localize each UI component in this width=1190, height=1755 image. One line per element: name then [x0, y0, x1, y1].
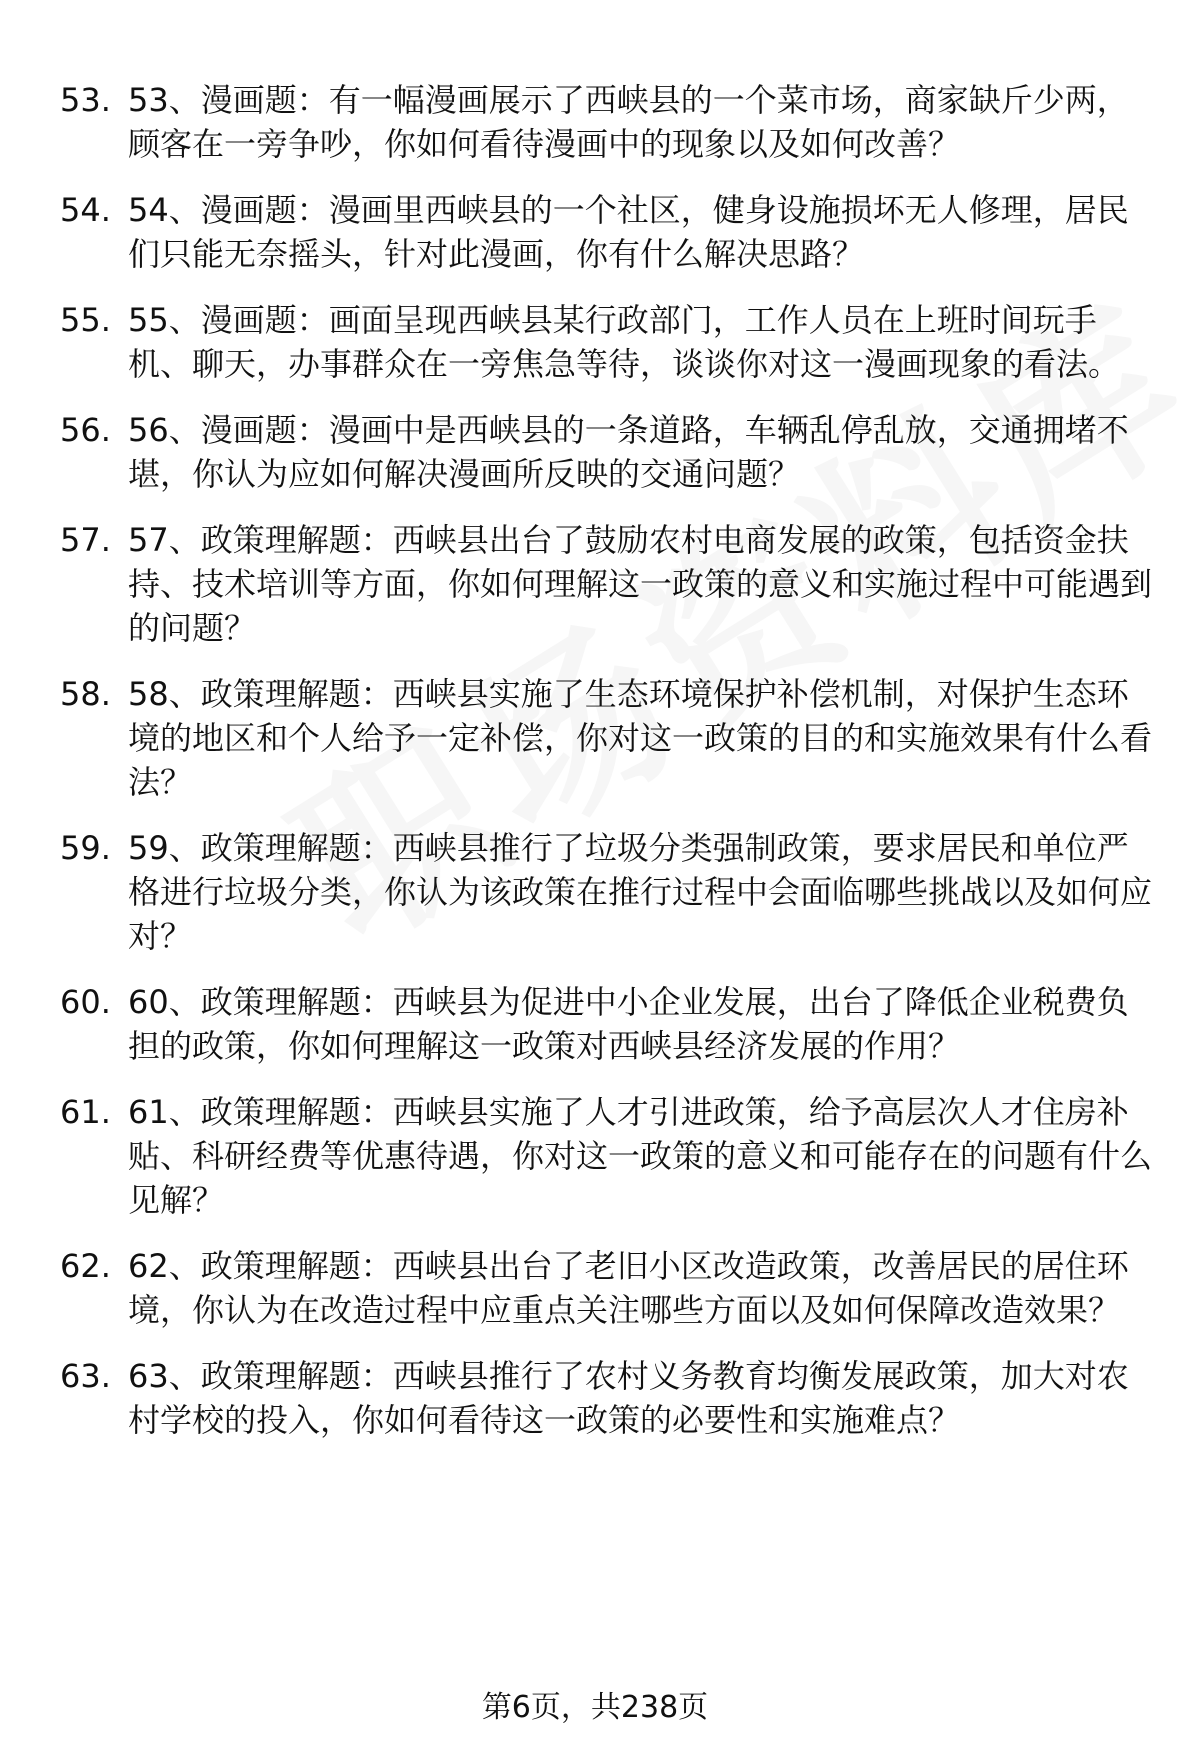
question-list	[60, 78, 1160, 1464]
item-text: 57、政策理解题：西峡县出台了鼓励农村电商发展的政策，包括资金扶持、技术培训等方面，你如何理解这一政策的意义和实施过程中可能遇到的问题？	[128, 521, 1153, 647]
item-text: 56、漫画题：漫画中是西峡县的一条道路，车辆乱停乱放，交通拥堵不堪，你认为应如何解决漫画所反映的交通问题？	[128, 411, 1129, 493]
item-text: 60、政策理解题：西峡县为促进中小企业发展，出台了降低企业税费负担的政策，你如何理解这一政策对西峡县经济发展的作用？	[128, 983, 1129, 1065]
item-number: 62.	[60, 1247, 111, 1285]
list-item	[60, 672, 1160, 804]
item-number: 54.	[60, 191, 111, 229]
item-text: 58、政策理解题：西峡县实施了生态环境保护补偿机制，对保护生态环境的地区和个人给予一定补偿，你对这一政策的目的和实施效果有什么看法？	[128, 675, 1153, 801]
page-footer	[0, 1688, 1190, 1728]
list-item	[60, 518, 1160, 650]
item-text: 63、政策理解题：西峡县推行了农村义务教育均衡发展政策，加大对农村学校的投入，你如何看待这一政策的必要性和实施难点？	[128, 1357, 1129, 1439]
list-item	[60, 826, 1160, 958]
item-number: 57.	[60, 521, 111, 559]
item-number: 56.	[60, 411, 111, 449]
item-number: 63.	[60, 1357, 111, 1395]
item-text: 59、政策理解题：西峡县推行了垃圾分类强制政策，要求居民和单位严格进行垃圾分类，你认为该政策在推行过程中会面临哪些挑战以及如何应对？	[128, 829, 1153, 955]
page-number-label: 第6页，共238页	[481, 1690, 709, 1725]
item-text: 55、漫画题：画面呈现西峡县某行政部门，工作人员在上班时间玩手机、聊天，办事群众在一旁焦急等待，谈谈你对这一漫画现象的看法。	[128, 301, 1121, 383]
item-number: 59.	[60, 829, 111, 867]
item-number: 61.	[60, 1093, 111, 1131]
item-text: 61、政策理解题：西峡县实施了人才引进政策，给予高层次人才住房补贴、科研经费等优惠待遇，你对这一政策的意义和可能存在的问题有什么见解？	[128, 1093, 1153, 1219]
item-text: 53、漫画题：有一幅漫画展示了西峡县的一个菜市场，商家缺斤少两，顾客在一旁争吵，你如何看待漫画中的现象以及如何改善？	[128, 81, 1129, 163]
list-item	[60, 408, 1160, 496]
item-number: 60.	[60, 983, 111, 1021]
list-item	[60, 298, 1160, 386]
list-item	[60, 1090, 1160, 1222]
list-item	[60, 78, 1160, 166]
item-text: 62、政策理解题：西峡县出台了老旧小区改造政策，改善居民的居住环境，你认为在改造过程中应重点关注哪些方面以及如何保障改造效果？	[128, 1247, 1129, 1329]
item-number: 58.	[60, 675, 111, 713]
item-text: 54、漫画题：漫画里西峡县的一个社区，健身设施损坏无人修理，居民们只能无奈摇头，针对此漫画，你有什么解决思路？	[128, 191, 1129, 273]
list-item	[60, 1244, 1160, 1332]
item-number: 53.	[60, 81, 111, 119]
list-item	[60, 980, 1160, 1068]
list-item	[60, 188, 1160, 276]
item-number: 55.	[60, 301, 111, 339]
list-item	[60, 1354, 1160, 1442]
